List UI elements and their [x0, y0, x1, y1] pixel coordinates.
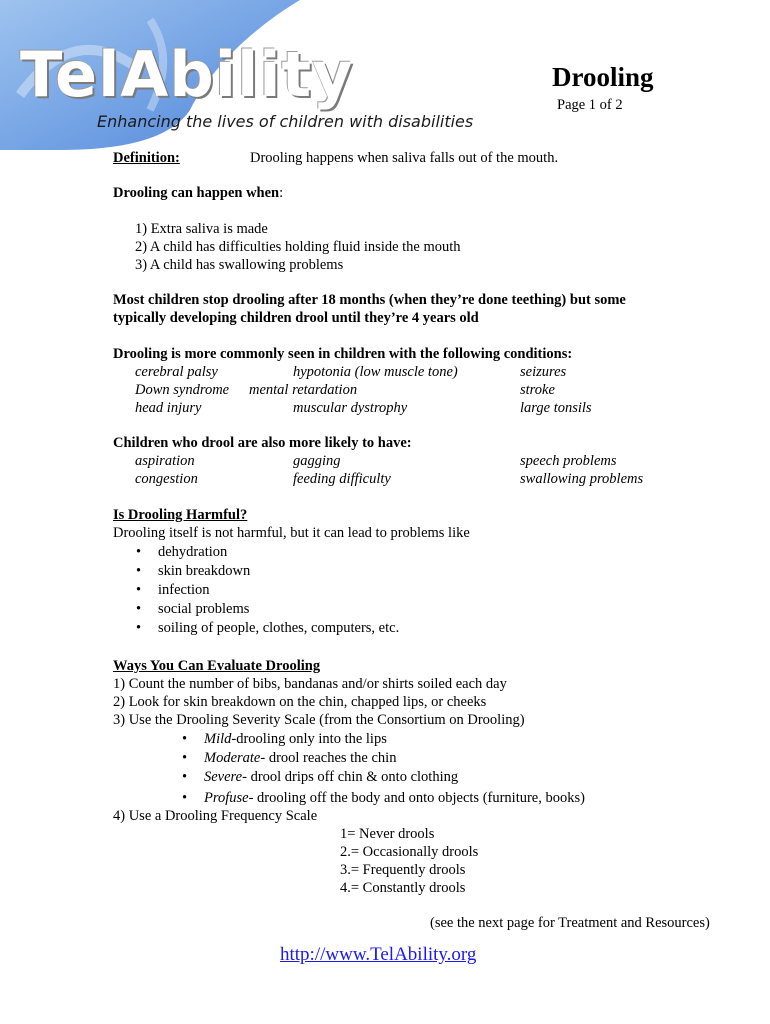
severity-item: [204, 789, 585, 807]
telability-logo: [0, 0, 474, 155]
conditions-heading: Drooling is more commonly seen in children with the following conditions:: [113, 346, 573, 362]
severity-item: [204, 749, 396, 767]
severity-term: Severe: [204, 769, 243, 785]
severity-desc: - drool reaches the chin: [260, 750, 397, 766]
happen-item: 2) A child has difficulties holding fluid inside the mouth: [135, 239, 461, 255]
evaluate-step: 2) Look for skin breakdown on the chin, chapped lips, or cheeks: [113, 694, 487, 710]
page-title: Drooling: [552, 62, 654, 92]
happen-item: 3) A child has swallowing problems: [135, 257, 344, 273]
severity-term: Profuse: [204, 790, 249, 806]
harmful-item: • soiling of people, clothes, computers, etc.: [158, 619, 399, 637]
harmful-heading: Is Drooling Harmful?: [113, 507, 248, 523]
telability-website-link[interactable]: http://www.TelAbility.org: [280, 944, 477, 965]
harmful-intro: Drooling itself is not harmful, but it can lead to problems like: [113, 525, 470, 541]
frequency-item: 1= Never drools: [340, 826, 435, 842]
harmful-item: • infection: [158, 581, 210, 599]
condition-cell: hypotonia (low muscle tone): [293, 364, 458, 380]
likely-cell: aspiration: [135, 453, 195, 469]
likely-cell: congestion: [135, 471, 198, 487]
condition-cell: stroke: [520, 382, 555, 398]
evaluate-step-4: 4) Use a Drooling Frequency Scale: [113, 808, 318, 824]
evaluate-step: 1) Count the number of bibs, bandanas and/or shirts soiled each day: [113, 676, 507, 692]
severity-term: Mild: [204, 731, 232, 747]
likely-cell: swallowing problems: [520, 471, 644, 487]
likely-cell: gagging: [293, 453, 341, 469]
condition-cell: Down syndrome: [135, 382, 230, 398]
condition-cell: mental retardation: [249, 382, 358, 398]
likely-cell: speech problems: [520, 453, 617, 469]
condition-cell: muscular dystrophy: [293, 400, 408, 416]
condition-cell: cerebral palsy: [135, 364, 218, 380]
likely-cell: feeding difficulty: [293, 471, 391, 487]
evaluate-step: 3) Use the Drooling Severity Scale (from the Consortium on Drooling): [113, 712, 525, 728]
severity-item: [204, 730, 387, 748]
happen-heading: [113, 184, 283, 202]
happen-heading-colon: :: [279, 185, 284, 201]
condition-cell: seizures: [520, 364, 567, 380]
happen-heading-text: Drooling can happen when: [113, 185, 280, 201]
condition-cell: head injury: [135, 400, 202, 416]
harmful-item: • social problems: [158, 600, 249, 618]
stop-line-1: Most children stop drooling after 18 months (when they’re done teething) but some: [113, 292, 626, 308]
frequency-item: 3.= Frequently drools: [340, 862, 466, 878]
frequency-item: 4.= Constantly drools: [340, 880, 466, 896]
definition-text: Drooling happens when saliva falls out of the mouth.: [250, 150, 559, 166]
frequency-item: 2.= Occasionally drools: [340, 844, 479, 860]
happen-item: 1) Extra saliva is made: [135, 221, 268, 237]
logo-tagline: Enhancing the lives of children with disabilities: [97, 112, 474, 131]
logo-text: TelAbility: [20, 38, 354, 111]
condition-cell: large tonsils: [520, 400, 592, 416]
definition-label: Definition:: [113, 150, 180, 166]
severity-desc: -drooling only into the lips: [231, 731, 387, 747]
page-number: Page 1 of 2: [557, 97, 623, 113]
likely-heading: Children who drool are also more likely to have:: [113, 435, 412, 451]
next-page-note: (see the next page for Treatment and Resources): [430, 915, 710, 931]
severity-term: Moderate: [204, 750, 261, 766]
stop-line-2: typically developing children drool until they’re 4 years old: [113, 310, 479, 326]
evaluate-heading: Ways You Can Evaluate Drooling: [113, 658, 321, 674]
harmful-item: • skin breakdown: [158, 562, 250, 580]
harmful-item: • dehydration: [158, 543, 227, 561]
severity-desc: - drool drips off chin & onto clothing: [242, 769, 459, 785]
severity-item: [204, 768, 458, 786]
severity-desc: - drooling off the body and onto objects (furniture, books): [248, 790, 585, 806]
